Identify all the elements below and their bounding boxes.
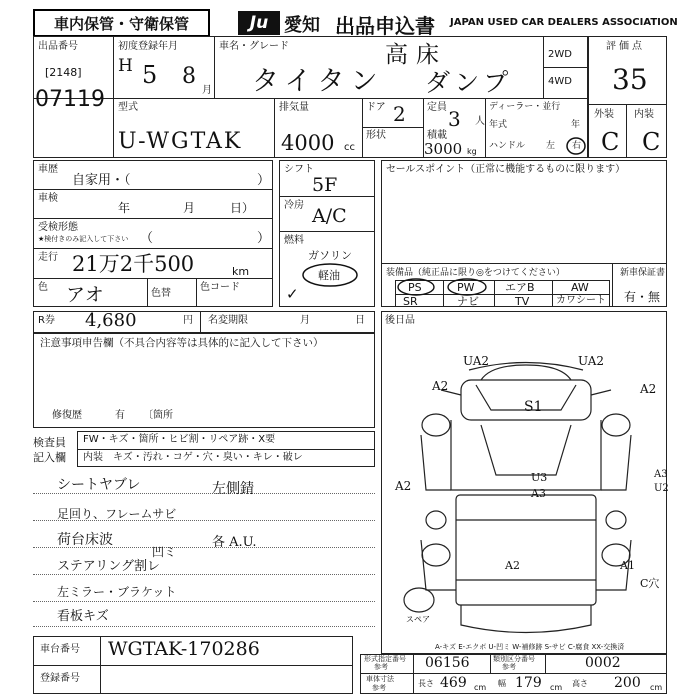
checklist-interior: キズ・汚れ・コゲ・穴・臭い・キレ・破レ bbox=[113, 452, 303, 463]
equip-sr: SR bbox=[403, 295, 418, 308]
repair-place: 〔箇所 bbox=[143, 410, 173, 421]
color-change-label: 色替 bbox=[151, 288, 171, 299]
note-seat-tear: シートヤブレ bbox=[57, 477, 141, 493]
load-label: 積載 bbox=[427, 130, 447, 141]
note-mirror-bracket: 左ミラー・ブラケット bbox=[57, 585, 177, 599]
door-value: 2 bbox=[393, 102, 406, 126]
model-type-value: U-WGTAK bbox=[118, 129, 243, 154]
recycle-value: 4,680 bbox=[85, 310, 137, 331]
shift-value: 5F bbox=[312, 174, 338, 196]
capacity-unit: 人 bbox=[475, 116, 485, 127]
reception-note: ★検付きのみ記入して下さい bbox=[38, 235, 129, 243]
storage-type-label: 車内保管・守衛保管 bbox=[33, 9, 210, 37]
exterior-label: 外装 bbox=[594, 109, 614, 120]
width-value: 179 bbox=[515, 675, 542, 691]
reg-era: H bbox=[118, 56, 133, 76]
fuel-diesel-circle bbox=[300, 262, 360, 288]
interior-grade: C bbox=[642, 128, 661, 156]
recycle-label: R券 bbox=[38, 315, 55, 326]
score-value: 35 bbox=[612, 63, 648, 96]
load-unit: kg bbox=[467, 147, 477, 156]
mileage-value: 21万2千500 bbox=[72, 252, 195, 276]
recycle-unit: 円 bbox=[183, 315, 193, 326]
repair-history-label: 修復歴 bbox=[52, 410, 82, 421]
mark-a2-rear: A2 bbox=[505, 559, 520, 572]
format-number-label: 形式指定番号 bbox=[364, 655, 406, 663]
equip-leather: カワシート bbox=[556, 295, 606, 306]
rear-items-label: 後日品 bbox=[385, 315, 415, 326]
inspection-label: 車検 bbox=[38, 193, 58, 204]
reg-month: 8 bbox=[182, 64, 196, 89]
mark-a2-front-left: A2 bbox=[432, 379, 449, 393]
equip-aw: AW bbox=[571, 281, 589, 294]
displacement-value: 4000 bbox=[281, 131, 335, 155]
mileage-unit: km bbox=[232, 265, 250, 278]
lot-bracket: [2148] bbox=[45, 66, 82, 79]
form-title: 出品申込書 bbox=[335, 14, 435, 38]
4wd-option: 4WD bbox=[548, 76, 572, 87]
class-number-label: 類別区分番号 bbox=[493, 655, 535, 663]
2wd-option: 2WD bbox=[548, 49, 572, 60]
grade-bottom: ダンプ bbox=[425, 68, 513, 97]
height-value: 200 bbox=[614, 675, 641, 691]
capacity-label: 定員 bbox=[427, 102, 447, 113]
body-dim-label: 車体寸法 bbox=[366, 675, 394, 683]
history-value: 自家用・（ bbox=[72, 173, 131, 188]
spare-label: スペア bbox=[406, 615, 430, 624]
height-label: 高さ bbox=[572, 679, 588, 688]
displacement-unit: cc bbox=[344, 142, 355, 153]
dealer-label: ディーラー・並行 bbox=[489, 102, 561, 112]
ac-label: 冷房 bbox=[284, 200, 304, 211]
load-value: 3000 bbox=[424, 140, 463, 158]
color-code-label: 色コード bbox=[200, 282, 240, 293]
chassis-label: 車台番号 bbox=[40, 644, 80, 655]
length-label: 長さ bbox=[418, 679, 434, 688]
note-steering: ステアリング割レ bbox=[57, 559, 160, 574]
capacity-value: 3 bbox=[448, 107, 461, 131]
mileage-label: 走行 bbox=[38, 252, 58, 263]
color-label: 色 bbox=[38, 282, 48, 293]
registration-label: 登録番号 bbox=[40, 673, 80, 684]
inspection-year: 年 bbox=[118, 201, 131, 215]
equip-pw-circle bbox=[446, 277, 488, 297]
handle-right: 右 bbox=[572, 141, 582, 151]
equip-ps: PS bbox=[408, 281, 422, 294]
handle-left: 左 bbox=[546, 141, 556, 151]
displacement-label: 排気量 bbox=[279, 102, 309, 113]
body-dim-sub: 参考 bbox=[372, 684, 386, 692]
car-name-grade-label: 車名・グレード bbox=[219, 41, 289, 52]
inspection-day: 日） bbox=[230, 201, 255, 215]
equip-ps-circle bbox=[396, 277, 436, 297]
ac-value: A/C bbox=[312, 205, 347, 227]
warranty-options: 有・無 bbox=[624, 290, 661, 304]
mark-u3-deck: U3 bbox=[531, 471, 548, 484]
equip-pw: PW bbox=[457, 281, 475, 294]
mark-c-hole: C穴 bbox=[640, 577, 660, 590]
checklist-interior-label: 内装 bbox=[83, 452, 103, 463]
ju-logo: Ju bbox=[238, 11, 280, 35]
class-number-value: 0002 bbox=[585, 655, 621, 671]
handle-label: ハンドル bbox=[489, 141, 526, 151]
name-change-label: 名変期限 bbox=[208, 315, 248, 326]
note-each-au: 各 A.U. bbox=[212, 535, 257, 550]
name-change-month: 月 bbox=[300, 315, 310, 326]
shift-label: シフト bbox=[284, 164, 314, 175]
interior-label: 内装 bbox=[634, 109, 654, 120]
exterior-grade: C bbox=[601, 128, 620, 156]
door-label: ドア bbox=[366, 102, 386, 113]
damage-legend: A-キズ E-エクボ U-凹ミ W-補修跡 S-サビ C-腐食 XX-交換済 bbox=[435, 643, 625, 651]
note-frame-rust: 足回り、フレームサビ bbox=[57, 507, 177, 521]
equipment-label: 装備品（純正品に限り◎をつけてください） bbox=[386, 268, 565, 278]
fuel-mark: ✓ bbox=[286, 285, 299, 303]
car-model-name: タイタン bbox=[252, 66, 384, 97]
fuel-label: 燃料 bbox=[284, 235, 304, 246]
note-bed-wave: 荷台床波 bbox=[57, 532, 113, 548]
note-left-rust: 左側錆 bbox=[212, 481, 254, 497]
reg-month-unit: 月 bbox=[202, 85, 212, 96]
fuel-gasoline: ガソリン bbox=[308, 249, 352, 262]
reception-close: ） bbox=[257, 231, 271, 246]
score-label: 評価点 bbox=[606, 41, 645, 52]
class-number-sub: 参考 bbox=[502, 663, 516, 671]
color-value: アオ bbox=[66, 284, 104, 306]
fuel-diesel: 軽油 bbox=[318, 269, 340, 282]
reg-year: 5 bbox=[142, 61, 158, 89]
mark-ua2-right: UA2 bbox=[578, 354, 605, 368]
truck-body-diagram bbox=[381, 340, 667, 660]
model-year-label: 年式 bbox=[489, 120, 508, 130]
sales-point-label: セールスポイント（正常に機能するものに限ります） bbox=[386, 164, 626, 175]
first-registration-label: 初度登録年月 bbox=[118, 41, 178, 52]
history-label: 車歴 bbox=[38, 164, 58, 175]
mark-a2-left: A2 bbox=[395, 479, 412, 493]
chassis-number: WGTAK-170286 bbox=[108, 638, 260, 660]
model-type-label: 型式 bbox=[118, 102, 138, 113]
equip-tv: TV bbox=[515, 295, 530, 308]
mark-a1-rear: A1 bbox=[620, 559, 635, 572]
repair-history-value: 有 bbox=[115, 410, 125, 421]
reception-open: （ bbox=[140, 231, 154, 246]
entry-field-label: 記入欄 bbox=[33, 451, 66, 464]
format-number-sub: 参考 bbox=[374, 663, 388, 671]
association-name: JAPAN USED CAR DEALERS ASSOCIATION bbox=[450, 17, 678, 28]
note-dent: 凹ミ bbox=[152, 545, 177, 559]
lot-number: 07119 bbox=[35, 87, 105, 112]
height-unit: cm bbox=[650, 683, 663, 692]
lot-number-label: 出品番号 bbox=[38, 41, 78, 52]
grade-top: 高床 bbox=[385, 42, 447, 68]
inspection-month: 月 bbox=[183, 201, 196, 215]
mark-a3-right: A3 bbox=[654, 469, 668, 480]
equip-airbag: エアB bbox=[505, 281, 535, 294]
width-label: 幅 bbox=[498, 679, 506, 688]
mark-ua2-left: UA2 bbox=[463, 354, 490, 368]
width-unit: cm bbox=[550, 683, 563, 692]
length-value: 469 bbox=[440, 675, 467, 691]
mark-s1: S1 bbox=[524, 399, 543, 415]
equip-navi: ナビ bbox=[457, 295, 479, 308]
mark-a2-front-right: A2 bbox=[640, 382, 657, 396]
handle-right-circle bbox=[565, 136, 587, 156]
inspector-label: 検査員 bbox=[33, 436, 66, 449]
mark-a3-deck: A3 bbox=[531, 487, 546, 500]
note-signboard: 看板キズ bbox=[57, 609, 109, 624]
warranty-has: 有 bbox=[624, 290, 637, 304]
name-change-day: 日 bbox=[355, 315, 365, 326]
org-name: 愛知 bbox=[284, 15, 320, 36]
reception-label: 受検形態 bbox=[38, 222, 78, 233]
warranty-label: 新車保証書 bbox=[620, 268, 666, 278]
format-number-value: 06156 bbox=[425, 655, 470, 671]
history-close: ） bbox=[257, 173, 271, 188]
mark-u2-right: U2 bbox=[654, 483, 669, 494]
checklist-exterior: FW・キズ・箇所・ヒビ割・リペア跡・X要 bbox=[83, 434, 276, 445]
warranty-none: 無 bbox=[648, 290, 661, 304]
length-unit: cm bbox=[474, 683, 487, 692]
model-year-unit: 年 bbox=[571, 120, 581, 130]
notes-label: 注意事項申告欄（不具合内容等は具体的に記入して下さい） bbox=[40, 337, 324, 349]
shape-label: 形状 bbox=[366, 130, 386, 141]
